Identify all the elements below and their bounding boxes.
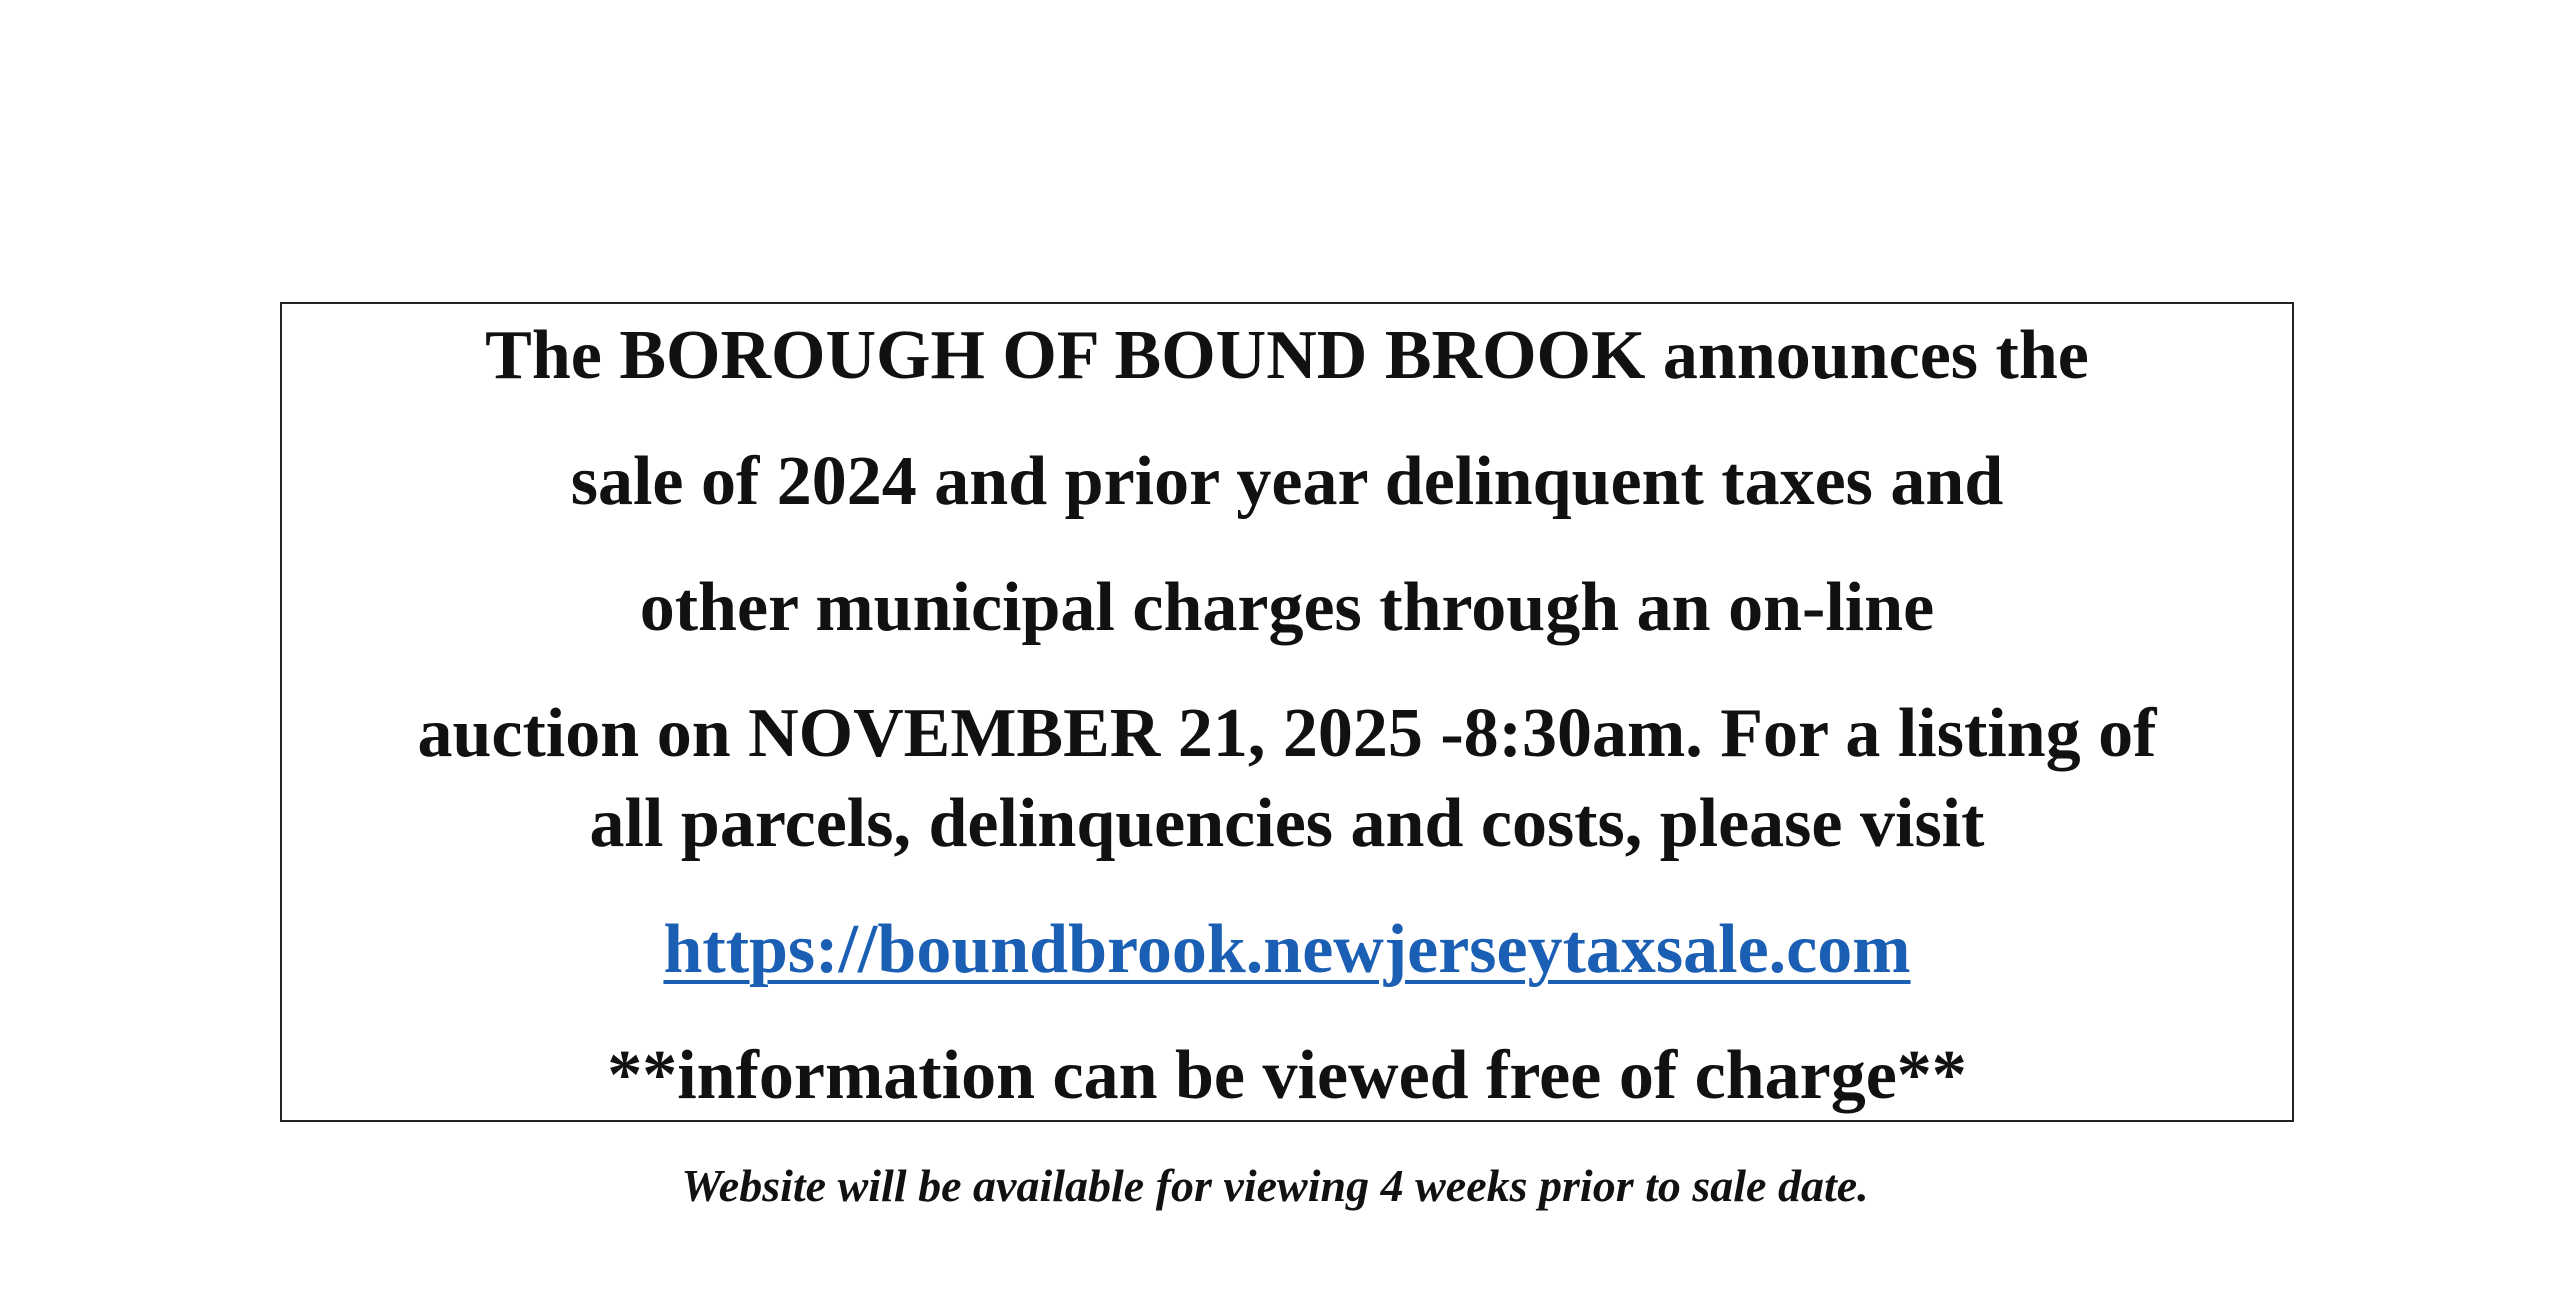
- tax-sale-link-line: [282, 910, 2292, 990]
- free-of-charge-line: **information can be viewed free of charge**: [607, 1037, 1967, 1114]
- notice-box: [280, 302, 2294, 1122]
- announcement-line-1-suffix: announces the: [1645, 317, 2089, 394]
- website-availability-note: Website will be available for viewing 4 weeks prior to sale date.: [681, 1160, 1869, 1211]
- announcement-line-1: [282, 316, 2292, 396]
- borough-name: BOROUGH OF BOUND BROOK: [619, 317, 1646, 394]
- auction-date-line: auction on NOVEMBER 21, 2025 -8:30am. For a listing of: [417, 695, 2157, 772]
- announcement-line-3: other municipal charges through an on-line: [639, 569, 1935, 646]
- announcement-line-5: all parcels, delinquencies and costs, please visit: [589, 785, 1985, 862]
- announcement-line-1-prefix: The: [485, 317, 620, 394]
- tax-sale-website-link[interactable]: https://boundbrook.newjerseytaxsale.com: [663, 911, 1911, 988]
- announcement-line-2: sale of 2024 and prior year delinquent taxes and: [570, 443, 2004, 520]
